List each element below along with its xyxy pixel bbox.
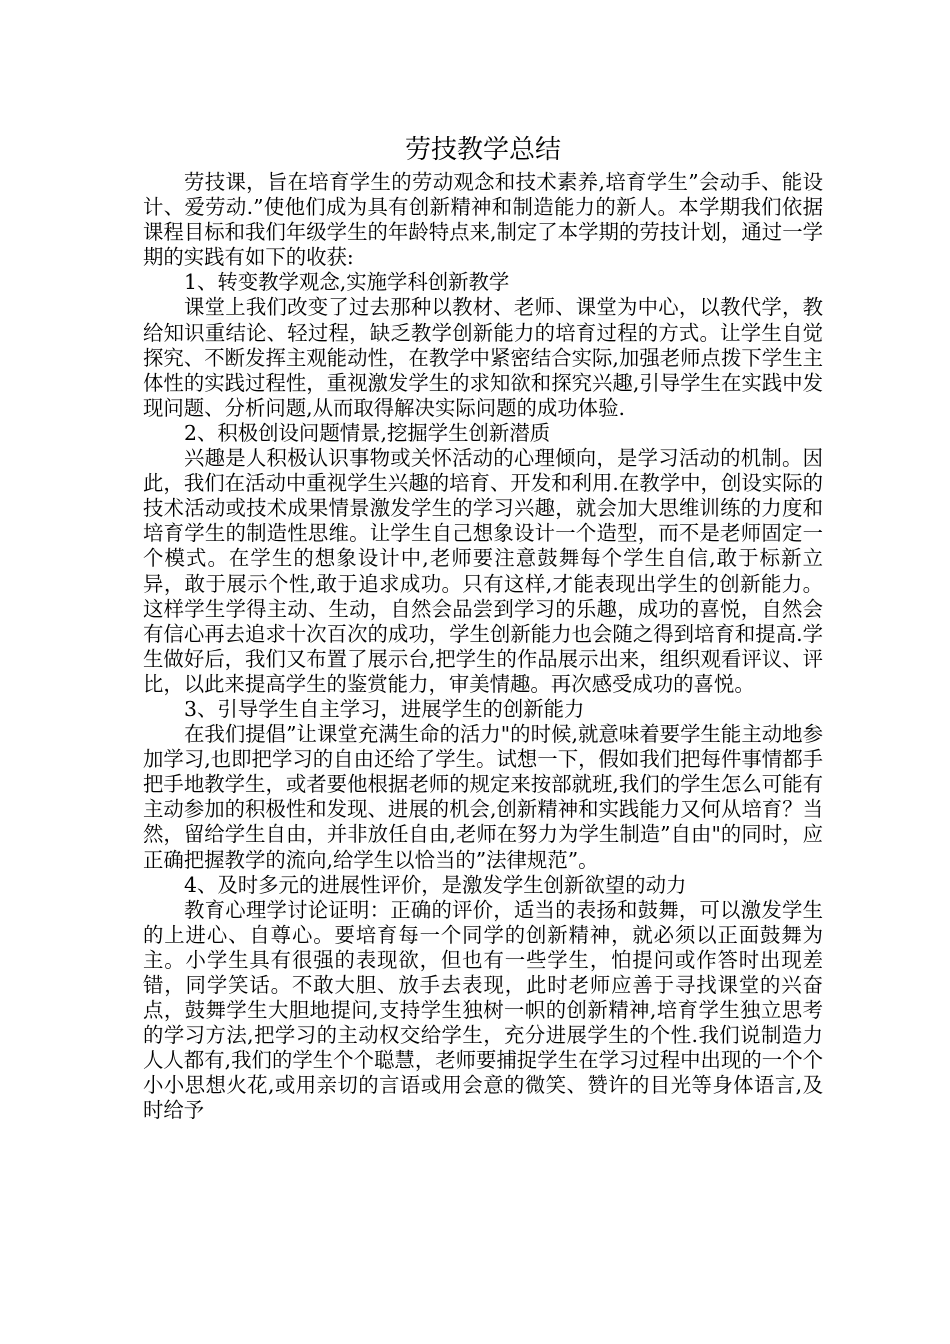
- document-page: [143, 130, 823, 1124]
- section-paragraph-3: 在我们提倡”让课堂充满生命的活力"的时候,就意味着要学生能主动地参加学习,也即把学习的自由还给了学生。试想一下，假如我们把每件事情都手把手地教学生，或者要他根据老师的规定来按部就班,我们的学生怎么可能有主动参加的积极性和发现、进展的机会,创新精神和实践能力又何从培育？当然，留给学生自由，并非放任自由,老师在努力为学生制造”自由"的同时，应正确把握教学的流向,给学生以恰当的”法律规范”。: [143, 722, 823, 872]
- section-paragraph-2: 兴趣是人积极认识事物或关怀活动的心理倾向，是学习活动的机制。因此，我们在活动中重视学生兴趣的培育、开发和利用.在教学中，创设实际的技术活动或技术成果情景激发学生的学习兴趣，就会加大思维训练的力度和培育学生的制造性思维。让学生自己想象设计一个造型，而不是老师固定一个模式。在学生的想象设计中,老师要注意鼓舞每个学生自信,敢于标新立异，敢于展示个性,敢于追求成功。只有这样,才能表现出学生的创新能力。这样学生学得主动、生动，自然会品尝到学习的乐趣，成功的喜悦，自然会有信心再去追求十次百次的成功，学生创新能力也会随之得到培育和提高.学生做好后，我们又布置了展示台,把学生的作品展示出来，组织观看评议、评比，以此来提高学生的鉴赏能力，审美情趣。再次感受成功的喜悦。: [143, 446, 823, 696]
- page-title: 劳技教学总结: [404, 135, 561, 165]
- section-paragraph-1: 课堂上我们改变了过去那种以教材、老师、课堂为中心，以教代学，教给知识重结论、轻过程，缺乏教学创新能力的培育过程的方式。让学生自觉探究、不断发挥主观能动性，在教学中紧密结合实际,加强老师点拨下学生主体性的实践过程性，重视激发学生的求知欲和探究兴趣,引导学生在实践中发现问题、分析问题,从而取得解决实际问题的成功体验.: [143, 295, 823, 420]
- section-heading-4: 4、及时多元的进展性评价，是激发学生创新欲望的动力: [184, 872, 687, 897]
- section-heading-1: 1、转变教学观念,实施学科创新教学: [184, 270, 510, 295]
- section-heading-3: 3、引导学生自主学习，进展学生的创新能力: [184, 696, 585, 721]
- section-paragraph-4: 教育心理学讨论证明：正确的评价，适当的表扬和鼓舞，可以激发学生的上进心、自尊心。要培育每一个同学的创新精神，就必须以正面鼓舞为主。小学生具有很强的表现欲，但也有一些学生，怕提问或作答时出现差错，同学笑话。不敢大胆、放手去表现，此时老师应善于寻找课堂的兴奋点，鼓舞学生大胆地提问,支持学生独树一帜的创新精神,培育学生独立思考的学习方法,把学习的主动权交给学生，充分进展学生的个性.我们说制造力人人都有,我们的学生个个聪慧，老师要捕捉学生在学习过程中出现的一个个小小思想火花,或用亲切的言语或用会意的微笑、赞许的目光等身体语言,及时给予: [143, 897, 823, 1123]
- section-heading-2: 2、积极创设问题情景,挖掘学生创新潜质: [184, 420, 551, 445]
- intro-paragraph: 劳技课，旨在培育学生的劳动观念和技术素养,培育学生”会动手、能设计、爱劳动.”使他们成为具有创新精神和制造能力的新人。本学期我们依据课程目标和我们年级学生的年龄特点来,制定了本学期的劳技计划，通过一学期的实践有如下的收获:: [143, 170, 823, 270]
